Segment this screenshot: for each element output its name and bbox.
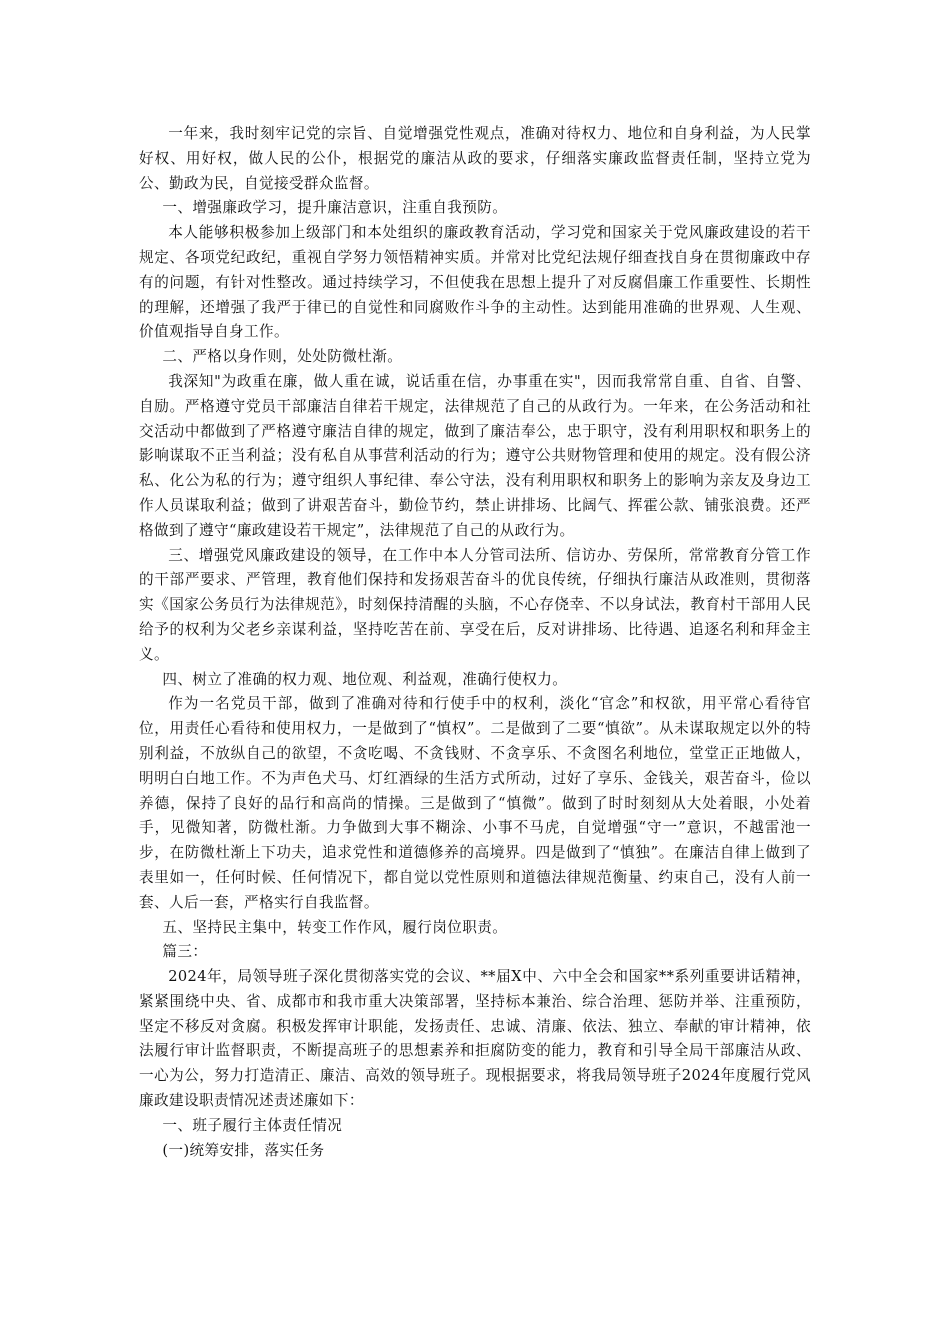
paragraph: 本人能够积极参加上级部门和本处组织的廉政教育活动，学习党和国家关于党风廉政建设的若干规定、各项党纪政纪，重视自学努力领悟精神实质。并常对比党纪法规仔细查找自身在贯彻廉政中存有的问题，有针对性整改。通过持续学习，不但使我在思想上提升了对反腐倡廉工作重要性、长期性的理解，还增强了我严于律已的自觉性和同腐败作斗争的主动性。达到能用准确的世界观、人生观、价值观指导自身工作。 (139, 224, 811, 341)
section-heading: 五、坚持民主集中，转变工作作风，履行岗位职责。 (162, 918, 508, 936)
subsection-heading: (一)统筹安排，落实任务 (162, 1141, 325, 1159)
paragraph: 作为一名党员干部，做到了准确对待和行使手中的权利，淡化“官念”和权欲，用平常心看待官位，用责任心看待和使用权力，一是做到了“慎权”。二是做到了二要“慎欲”。从未谋取规定以外的特别利益，不放纵自己的欲望，不贪吃喝、不贪钱财、不贪享乐、不贪图名利地位，堂堂正正地做人，明明白白地工作。不为声色犬马、灯红酒绿的生活方式所动，过好了享乐、金钱关，艰苦奋斗，俭以养德，保持了良好的品行和高尚的情操。三是做到了“慎微”。做到了时时刻刻从大处着眼，小处着手，见微知著，防微杜渐。力争做到大事不糊涂、小事不马虎，自觉增强“守一”意识，不越雷池一步，在防微杜渐上下功夫，追求党性和道德修养的高境界。四是做到了“慎独”。在廉洁自律上做到了表里如一，任何时候、任何情况下，都自觉以党性原则和道德法律规范衡量、约束自己，没有人前一套、人后一套，严格实行自我监督。 (139, 695, 811, 911)
section-heading: 四、树立了准确的权力观、地位观、利益观，准确行使权力。 (162, 670, 568, 688)
section-heading: 一、班子履行主体责任情况 (162, 1116, 343, 1134)
paragraph: 2024年，局领导班子深化贯彻落实党的会议、**届X中、六中全会和国家**系列重要讲话精神，紧紧围绕中央、省、成都市和我市重大决策部署，坚持标本兼治、综合治理、惩防并举、注重预防，坚定不移反对贪腐。积极发挥审计职能，发扬责任、忠诚、清廉、依法、独立、奉献的审计精神，依法履行审计监督职责，不断提高班子的思想素养和拒腐防变的能力，教育和引导全局干部廉洁从政、一心为公，努力打造清正、廉洁、高效的领导班子。现根据要求，将我局领导班子2024年度履行党风廉政建设职责情况述责述廉如下： (139, 968, 811, 1110)
part-heading: 篇三： (162, 943, 208, 961)
paragraph: 我深知"为政重在廉，做人重在诚，说话重在信，办事重在实"，因而我常常自重、自省、自警、自励。严格遵守党员干部廉洁自律若干规定，法律规范了自己的从政行为。一年来，在公务活动和社交活动中都做到了严格遵守廉洁自律的规定，做到了廉洁奉公，忠于职守，没有利用职权和职务上的影响谋取不正当利益；没有私自从事营利活动的行为；遵守公共财物管理和使用的规定。没有假公济私、化公为私的行为；遵守组织人事纪律、奉公守法，没有利用职权和职务上的影响为亲友及身边工作人员谋取利益；做到了讲艰苦奋斗，勤俭节约，禁止讲排场、比阔气、挥霍公款、铺张浪费。还严格做到了遵守“廉政建设若干规定”，法律规范了自己的从政行为。 (139, 372, 811, 539)
section-heading: 一、增强廉政学习，提升廉洁意识，注重自我预防。 (162, 199, 508, 217)
document-page (139, 122, 811, 1163)
paragraph: 三、增强党风廉政建设的领导，在工作中本人分管司法所、信访办、劳保所，常常教育分管工作的干部严要求、严管理，教育他们保持和发扬艰苦奋斗的优良传统，仔细执行廉洁从政准则，贯彻落实《国家公务员行为法律规范》，时刻保持清醒的头脑，不心存侥幸、不以身试法，教育村干部用人民给予的权利为父老乡亲谋利益，坚持吃苦在前、享受在后，反对讲排场、比待遇、追逐名利和拜金主义。 (139, 546, 811, 663)
section-heading: 二、严格以身作则，处处防微杜渐。 (162, 348, 403, 366)
paragraph: 一年来，我时刻牢记党的宗旨、自觉增强党性观点，准确对待权力、地位和自身利益，为人民掌好权、用好权，做人民的公仆，根据党的廉洁从政的要求，仔细落实廉政监督责任制，坚持立党为公、勤政为民，自觉接受群众监督。 (139, 125, 811, 192)
